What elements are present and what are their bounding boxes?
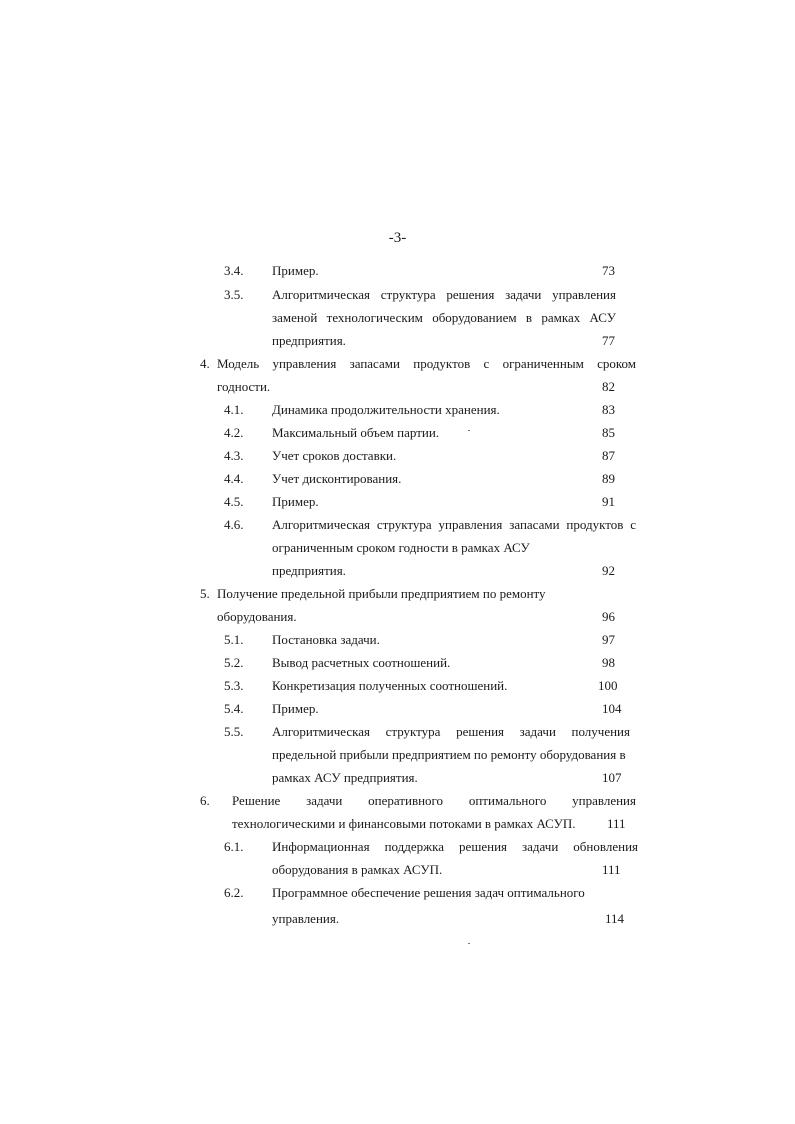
section-title-line: управления. xyxy=(272,911,340,926)
chapter-title-line: Решение задачи оперативного оптимального управления xyxy=(232,793,636,808)
section-number: 4.6. xyxy=(224,517,244,532)
toc-entry-6-1 xyxy=(0,836,795,858)
toc-chapter-5 xyxy=(0,583,795,605)
page-number: -3- xyxy=(388,230,407,246)
section-title-line: Алгоритмическая структура решения задачи получения xyxy=(272,724,630,739)
scan-speck xyxy=(468,430,470,431)
section-title-line: заменой технологическим оборудованием в рамках АСУ xyxy=(272,310,616,325)
page-ref: 107 xyxy=(602,770,622,785)
section-number: 5.4. xyxy=(224,701,244,716)
page-ref: 91 xyxy=(602,494,615,509)
section-number: 6.2. xyxy=(224,885,244,900)
section-number: 6.1. xyxy=(224,839,244,854)
section-title-line: Программное обеспечение решения задач оптимального xyxy=(272,885,585,900)
page-ref: 87 xyxy=(602,448,615,463)
chapter-title-line: годности. xyxy=(217,379,271,394)
toc-entry-6-2-end xyxy=(0,908,795,930)
section-title: Динамика продолжительности хранения. xyxy=(272,402,500,417)
chapter-number: 4. xyxy=(200,356,210,371)
toc-entry-4-1 xyxy=(0,399,795,421)
page-ref: 92 xyxy=(602,563,615,578)
section-title-line: Информационная поддержка решения задачи обновления xyxy=(272,839,638,854)
page-ref: 114 xyxy=(605,911,625,926)
toc-entry-4-5 xyxy=(0,491,795,513)
section-title-line: предельной прибыли предприятием по ремонту оборудования в xyxy=(272,747,626,762)
page-ref: 85 xyxy=(602,425,615,440)
section-title-line: Алгоритмическая структура решения задачи управления xyxy=(272,287,616,302)
toc-entry-5-5 xyxy=(0,721,795,743)
section-title-line: предприятия. xyxy=(272,563,346,578)
section-title: Пример. xyxy=(272,494,319,509)
section-number: 4.4. xyxy=(224,471,244,486)
toc-entry-3-4 xyxy=(0,260,795,282)
section-title: Вывод расчетных соотношений. xyxy=(272,655,451,670)
toc-entry-6-1-end xyxy=(0,859,795,881)
toc-entry-6-2 xyxy=(0,882,795,904)
toc-entry-5-1 xyxy=(0,629,795,651)
toc-chapter-4-end xyxy=(0,376,795,398)
page-ref: 100 xyxy=(598,678,618,693)
toc-entry-4-4 xyxy=(0,468,795,490)
scan-speck xyxy=(468,943,470,944)
toc-entry-4-6 xyxy=(0,514,795,536)
section-title: Учет сроков доставки. xyxy=(272,448,397,463)
toc-chapter-6-end xyxy=(0,813,795,835)
section-number: 5.3. xyxy=(224,678,244,693)
page-ref: 97 xyxy=(602,632,615,647)
section-title-line: рамках АСУ предприятия. xyxy=(272,770,418,785)
toc-entry-3-5-end xyxy=(0,330,795,352)
page-ref: 98 xyxy=(602,655,615,670)
toc-entry-4-6-cont xyxy=(0,537,795,559)
section-title: Максимальный объем партии. xyxy=(272,425,440,440)
toc-entry-4-6-end xyxy=(0,560,795,582)
toc-entry-4-2 xyxy=(0,422,795,444)
page-ref: 96 xyxy=(602,609,615,624)
section-number: 4.1. xyxy=(224,402,244,417)
chapter-title-line: Модель управления запасами продуктов с ограниченным сроком xyxy=(217,356,636,371)
section-number: 3.5. xyxy=(224,287,244,302)
page-ref: 82 xyxy=(602,379,615,394)
section-title: Постановка задачи. xyxy=(272,632,380,647)
chapter-number: 5. xyxy=(200,586,210,601)
chapter-title-line: оборудования. xyxy=(217,609,297,624)
section-title: Пример. xyxy=(272,701,319,716)
page-ref: 89 xyxy=(602,471,615,486)
toc-entry-5-5-end xyxy=(0,767,795,789)
section-title-line: оборудования в рамках АСУП. xyxy=(272,862,443,877)
toc-chapter-4 xyxy=(0,353,795,375)
section-number: 5.1. xyxy=(224,632,244,647)
section-number: 4.2. xyxy=(224,425,244,440)
section-number: 5.5. xyxy=(224,724,244,739)
toc-chapter-6 xyxy=(0,790,795,812)
page-ref: 111 xyxy=(602,862,621,877)
page-ref: 73 xyxy=(602,263,615,278)
section-title-line: ограниченным сроком годности в рамках АСУ xyxy=(272,540,530,555)
section-number: 3.4. xyxy=(224,263,244,278)
toc-entry-3-5-cont xyxy=(0,307,795,329)
section-title-line: Алгоритмическая структура управления запасами продуктов с xyxy=(272,517,636,532)
section-number: 5.2. xyxy=(224,655,244,670)
section-title-line: предприятия. xyxy=(272,333,346,348)
section-title: Учет дисконтирования. xyxy=(272,471,402,486)
chapter-title-line: технологическими и финансовыми потоками в рамках АСУП. xyxy=(232,816,576,831)
toc-entry-5-3 xyxy=(0,675,795,697)
section-title: Пример. xyxy=(272,263,319,278)
toc-entry-5-5-cont xyxy=(0,744,795,766)
section-number: 4.3. xyxy=(224,448,244,463)
page-ref: 83 xyxy=(602,402,615,417)
toc-entry-3-5 xyxy=(0,284,795,306)
toc-chapter-5-end xyxy=(0,606,795,628)
toc-entry-5-4 xyxy=(0,698,795,720)
toc-entry-4-3 xyxy=(0,445,795,467)
page-ref: 111 xyxy=(607,816,626,831)
section-title: Конкретизация полученных соотношений. xyxy=(272,678,508,693)
chapter-title-line: Получение предельной прибыли предприятием по ремонту xyxy=(217,586,546,601)
page-ref: 77 xyxy=(602,333,615,348)
section-number: 4.5. xyxy=(224,494,244,509)
chapter-number: 6. xyxy=(200,793,210,808)
page-ref: 104 xyxy=(602,701,622,716)
toc-entry-5-2 xyxy=(0,652,795,674)
